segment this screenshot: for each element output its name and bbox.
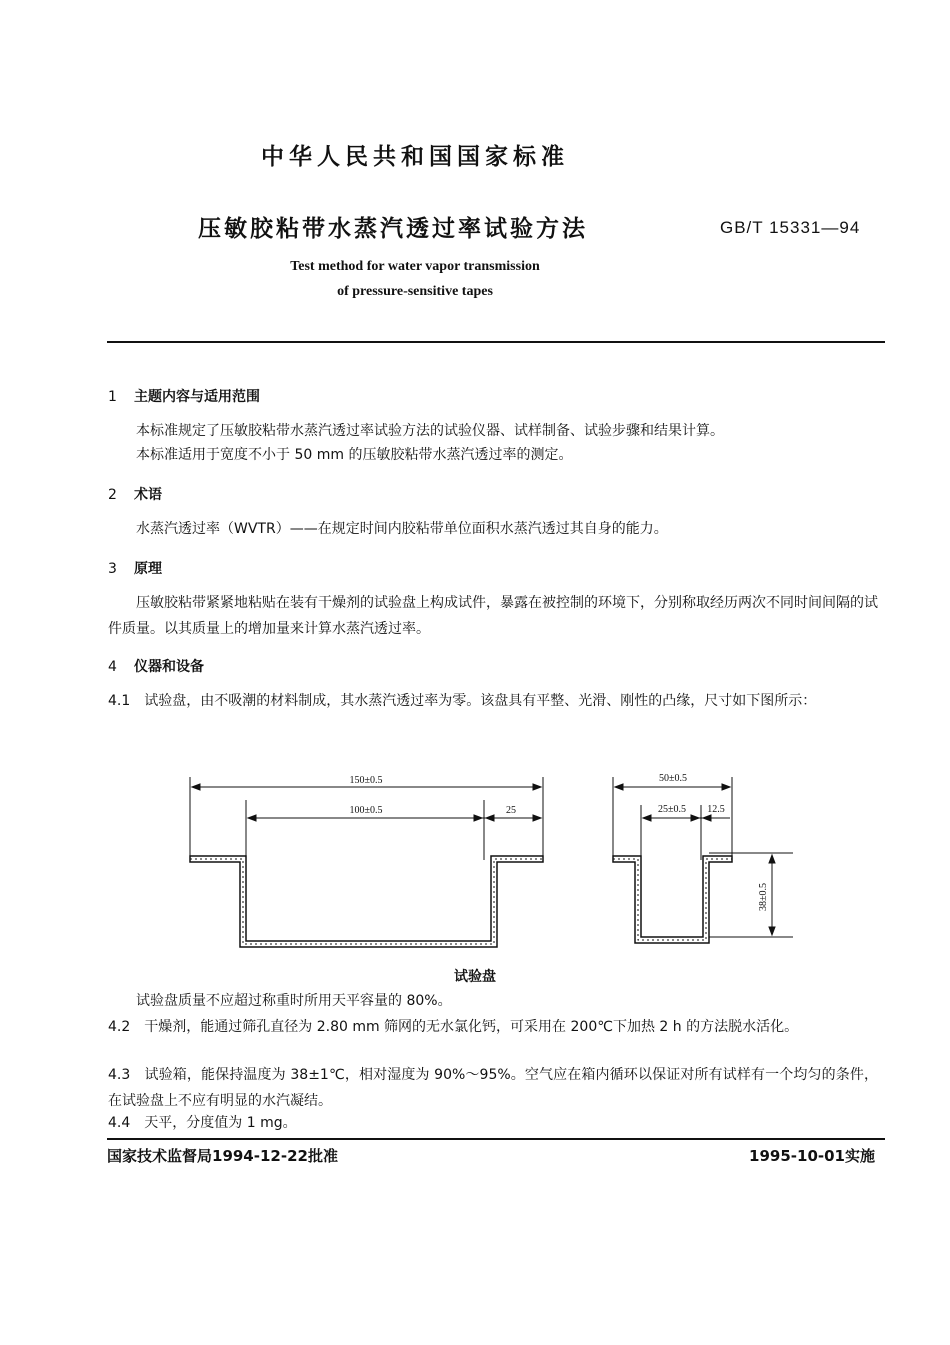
dim-inner-length-label: 100±0.5: [349, 805, 383, 816]
section-2-heading: [108, 484, 162, 504]
section-title: 术语: [134, 487, 162, 503]
section-2-paragraph-1: 水蒸汽透过率（WVTR）——在规定时间内胶粘带单位面积水蒸汽透过其自身的能力。: [136, 521, 668, 537]
section-3-paragraph-1: 压敏胶粘带紧紧地粘贴在装有干燥剂的试验盘上构成试件，暴露在被控制的环境下，分别称取经历两次不同时间间隔的试件质量。以其质量上的增加量来计算水蒸汽透过率。: [108, 595, 878, 637]
approval-statement: 国家技术监督局1994-12-22批准: [107, 1147, 338, 1165]
dim-depth-label: 38±0.5: [758, 883, 769, 911]
clause-4-2: 4.2 干燥剂，能通过筛孔直径为 2.80 mm 筛网的无水氯化钙，可采用在 200℃下加热 2 h 的方法脱水活化。: [108, 1019, 799, 1035]
figure-caption: 试验盘: [454, 969, 496, 985]
dim-flange-length-label: 25: [506, 805, 516, 816]
effective-date: 1995-10-01实施: [749, 1147, 875, 1165]
standard-title-cn: 压敏胶粘带水蒸汽透过率试验方法: [198, 216, 588, 242]
dish-hatch-long: [190, 859, 543, 944]
dish-outline-short: [613, 856, 732, 943]
clause-4-3: 4.3 试验箱，能保持温度为 38±1℃，相对湿度为 90%～95%。空气应在箱内循环以保证对所有试样有一个均匀的条件，在试验盘上不应有明显的水汽凝结。: [108, 1067, 878, 1109]
section-number: 1: [108, 389, 117, 405]
section-4-heading: [108, 656, 204, 676]
dim-flange-width-label: 12.5: [707, 804, 725, 815]
section-3-heading: [108, 558, 162, 578]
section-1-paragraph-2: 本标准适用于宽度不小于 50 mm 的压敏胶粘带水蒸汽透过率的测定。: [136, 447, 573, 463]
section-1-heading: [108, 386, 260, 406]
header-divider: [107, 341, 885, 343]
section-1-paragraph-1: 本标准规定了压敏胶粘带水蒸汽透过率试验方法的试验仪器、试样制备、试验步骤和结果计算。: [136, 423, 724, 439]
dim-total-length-label: 150±0.5: [349, 775, 383, 786]
section-number: 3: [108, 561, 117, 577]
section-title: 原理: [134, 561, 162, 577]
section-number: 2: [108, 487, 117, 503]
clause-4-4: 4.4 天平，分度值为 1 mg。: [108, 1115, 297, 1131]
standard-title-en-line2: of pressure-sensitive tapes: [337, 284, 493, 299]
clause-4-1: 4.1 试验盘，由不吸潮的材料制成，其水蒸汽透过率为零。该盘具有平整、光滑、刚性的凸缘，尺寸如下图所示：: [108, 693, 817, 709]
section-title: 主题内容与适用范围: [134, 389, 260, 405]
dish-hatch-short: [613, 859, 732, 940]
section-title: 仪器和设备: [134, 659, 204, 675]
dim-total-width-label: 50±0.5: [659, 773, 687, 784]
dish-mass-note: 试验盘质量不应超过称重时所用天平容量的 80%。: [136, 993, 452, 1009]
dim-inner-width-label: 25±0.5: [658, 804, 686, 815]
standard-number: GB/T 15331—94: [720, 218, 861, 237]
national-standard-heading: 中华人民共和国国家标准: [261, 144, 569, 170]
standard-title-en-line1: Test method for water vapor transmission: [290, 259, 540, 274]
footer-divider: [107, 1138, 885, 1140]
section-number: 4: [108, 659, 117, 675]
test-dish-drawing: [0, 760, 950, 960]
